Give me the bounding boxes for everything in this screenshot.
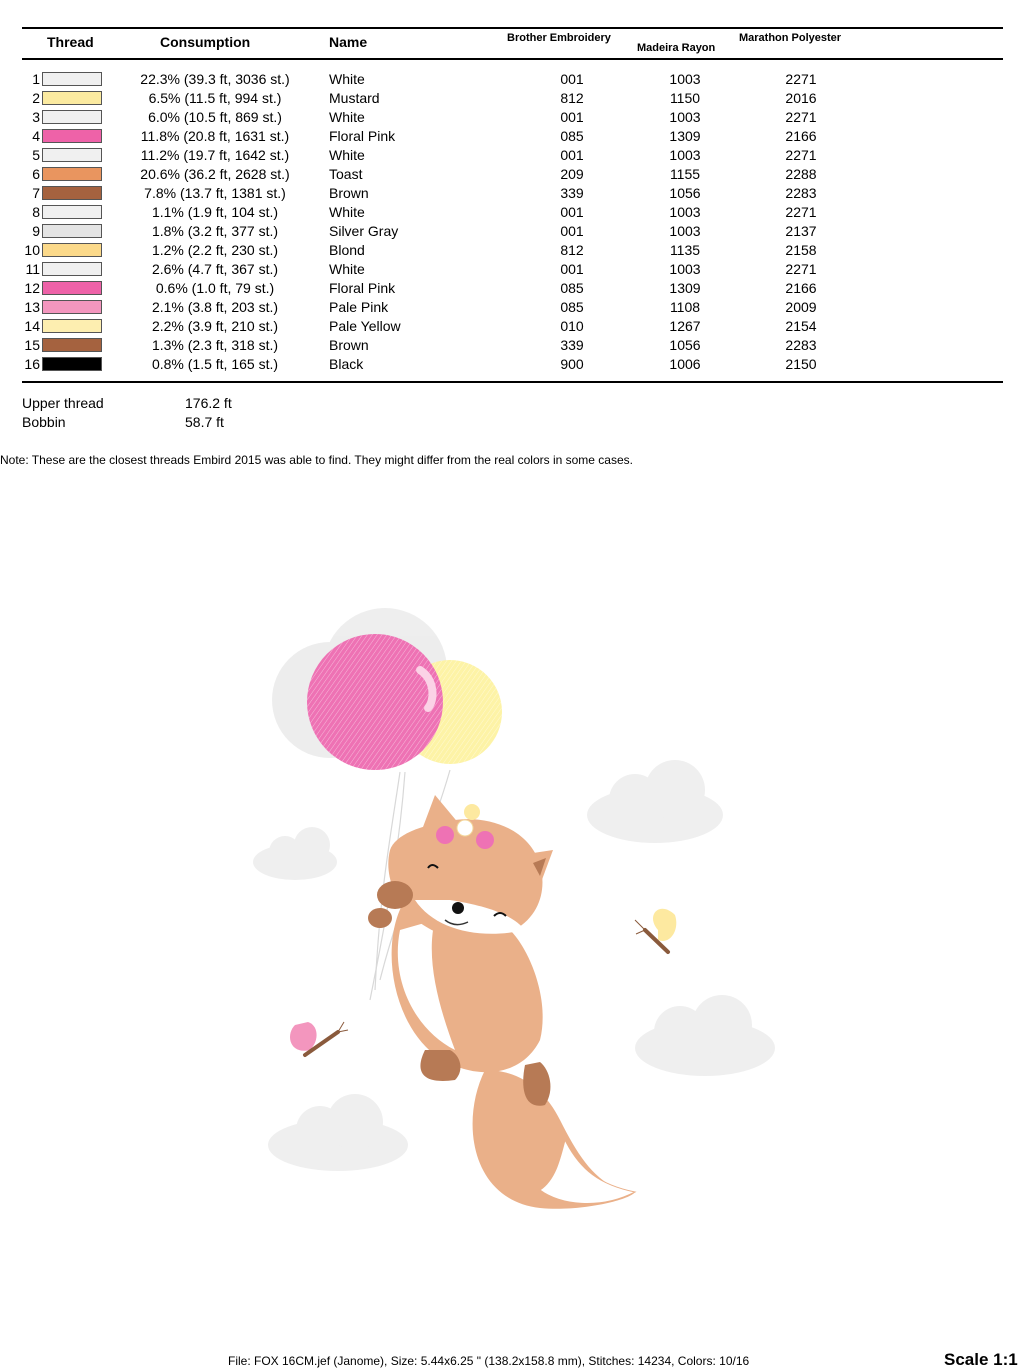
- header-consumption: Consumption: [160, 34, 251, 50]
- thread-name: Toast: [329, 166, 363, 182]
- thread-consumption: 2.6% (4.7 ft, 367 st.): [151, 261, 279, 277]
- thread-marathon-code: 2154: [785, 318, 817, 334]
- thread-name: Silver Gray: [329, 223, 399, 239]
- thread-number: 4: [32, 128, 40, 144]
- thread-brother-code: 001: [560, 71, 584, 87]
- thread-consumption: 6.5% (11.5 ft, 994 st.): [148, 90, 282, 106]
- thread-marathon-code: 2166: [785, 280, 817, 296]
- butterfly-right: [635, 909, 676, 952]
- thread-marathon-code: 2271: [785, 71, 817, 87]
- thread-color-swatch: [42, 319, 102, 333]
- thread-color-swatch: [42, 167, 102, 181]
- thread-brother-code: 339: [560, 185, 584, 201]
- thread-madeira-code: 1056: [669, 185, 701, 201]
- thread-name: Floral Pink: [329, 128, 396, 144]
- header-marathon: Marathon Polyester: [739, 32, 842, 44]
- thread-brother-code: 339: [560, 337, 584, 353]
- thread-marathon-code: 2283: [785, 337, 817, 353]
- bobbin-value: 58.7 ft: [185, 414, 224, 430]
- table-top-rule: [22, 27, 1003, 29]
- fox-tail: [473, 1070, 635, 1209]
- thread-number: 1: [32, 71, 40, 87]
- thread-color-swatch: [42, 281, 102, 295]
- thread-row: [0, 279, 1024, 298]
- thread-row: [0, 165, 1024, 184]
- thread-number: 16: [24, 356, 40, 372]
- thread-row: [0, 260, 1024, 279]
- thread-marathon-code: 2016: [785, 90, 817, 106]
- thread-color-swatch: [42, 148, 102, 162]
- thread-brother-code: 001: [560, 147, 584, 163]
- file-info-footer: File: FOX 16CM.jef (Janome), Size: 5.44x6.25 " (138.2x158.8 mm), Stitches: 14234, Colors: 10/16: [228, 1354, 750, 1368]
- thread-number: 5: [32, 147, 40, 163]
- thread-marathon-code: 2271: [785, 204, 817, 220]
- thread-number: 15: [24, 337, 40, 353]
- thread-row: [0, 184, 1024, 203]
- thread-consumption: 2.2% (3.9 ft, 210 st.): [151, 318, 279, 334]
- thread-marathon-code: 2158: [785, 242, 817, 258]
- thread-consumption: 1.8% (3.2 ft, 377 st.): [151, 223, 279, 239]
- thread-madeira-code: 1003: [669, 147, 701, 163]
- thread-number: 10: [24, 242, 40, 258]
- cloud-right-bottom: [635, 995, 775, 1076]
- thread-color-swatch: [42, 262, 102, 276]
- thread-madeira-code: 1003: [669, 109, 701, 125]
- thread-consumption: 1.3% (2.3 ft, 318 st.): [151, 337, 279, 353]
- thread-number: 9: [32, 223, 40, 239]
- thread-name: Blond: [329, 242, 365, 258]
- thread-madeira-code: 1135: [669, 242, 701, 258]
- thread-name: White: [329, 109, 365, 125]
- thread-number: 14: [24, 318, 40, 334]
- thread-row: [0, 127, 1024, 146]
- thread-row: [0, 203, 1024, 222]
- thread-color-swatch: [42, 224, 102, 238]
- table-bottom-rule: [22, 381, 1003, 383]
- thread-consumption: 7.8% (13.7 ft, 1381 st.): [144, 185, 286, 201]
- thread-color-swatch: [42, 129, 102, 143]
- thread-name: Pale Yellow: [329, 318, 401, 334]
- header-name: Name: [329, 34, 368, 50]
- thread-madeira-code: 1309: [669, 128, 701, 144]
- thread-madeira-code: 1056: [669, 337, 701, 353]
- thread-color-swatch: [42, 243, 102, 257]
- thread-number: 8: [32, 204, 40, 220]
- thread-brother-code: 001: [560, 261, 584, 277]
- thread-consumption: 11.2% (19.7 ft, 1642 st.): [140, 147, 290, 163]
- thread-row: [0, 89, 1024, 108]
- thread-marathon-code: 2271: [785, 147, 817, 163]
- thread-color-swatch: [42, 338, 102, 352]
- thread-brother-code: 812: [560, 242, 584, 258]
- thread-name: White: [329, 204, 365, 220]
- thread-row: [0, 355, 1024, 374]
- thread-consumption: 1.2% (2.2 ft, 230 st.): [151, 242, 279, 258]
- thread-number: 7: [32, 185, 40, 201]
- thread-madeira-code: 1003: [669, 71, 701, 87]
- thread-consumption: 20.6% (36.2 ft, 2628 st.): [140, 166, 290, 182]
- thread-consumption: 6.0% (10.5 ft, 869 st.): [148, 109, 282, 125]
- thread-consumption: 0.6% (1.0 ft, 79 st.): [155, 280, 275, 296]
- thread-color-swatch: [42, 205, 102, 219]
- thread-number: 3: [32, 109, 40, 125]
- thread-consumption: 0.8% (1.5 ft, 165 st.): [151, 356, 279, 372]
- thread-color-swatch: [42, 91, 102, 105]
- thread-row: [0, 146, 1024, 165]
- thread-madeira-code: 1108: [669, 299, 701, 315]
- thread-marathon-code: 2288: [785, 166, 817, 182]
- thread-marathon-code: 2150: [785, 356, 817, 372]
- thread-name: White: [329, 71, 365, 87]
- thread-name: Black: [329, 356, 364, 372]
- thread-color-swatch: [42, 357, 102, 371]
- header-thread: Thread: [47, 34, 94, 50]
- cloud-bottom-left: [268, 1094, 408, 1171]
- header-madeira: Madeira Rayon: [637, 42, 716, 54]
- thread-madeira-code: 1003: [669, 204, 701, 220]
- thread-brother-code: 209: [560, 166, 584, 182]
- upper-thread-value: 176.2 ft: [185, 395, 232, 411]
- thread-madeira-code: 1003: [669, 223, 701, 239]
- thread-row: [0, 298, 1024, 317]
- thread-brother-code: 001: [560, 109, 584, 125]
- balloon-pink: [307, 634, 443, 770]
- thread-madeira-code: 1150: [669, 90, 701, 106]
- thread-brother-code: 085: [560, 128, 584, 144]
- thread-madeira-code: 1003: [669, 261, 701, 277]
- thread-consumption: 1.1% (1.9 ft, 104 st.): [151, 204, 279, 220]
- thread-row: [0, 222, 1024, 241]
- thread-madeira-code: 1006: [669, 356, 701, 372]
- thread-name: White: [329, 147, 365, 163]
- bobbin-label: Bobbin: [22, 414, 66, 430]
- thread-row: [0, 70, 1024, 89]
- color-note: Note: These are the closest threads Embird 2015 was able to find. They might differ from the real colors in some cases.: [0, 453, 633, 467]
- thread-name: Brown: [329, 185, 369, 201]
- thread-marathon-code: 2271: [785, 109, 817, 125]
- thread-marathon-code: 2166: [785, 128, 817, 144]
- thread-name: White: [329, 261, 365, 277]
- thread-number: 12: [24, 280, 40, 296]
- thread-brother-code: 001: [560, 223, 584, 239]
- thread-consumption: 22.3% (39.3 ft, 3036 st.): [140, 71, 290, 87]
- thread-color-swatch: [42, 110, 102, 124]
- thread-color-swatch: [42, 186, 102, 200]
- header-brother: Brother Embroidery: [507, 32, 611, 44]
- thread-number: 13: [24, 299, 40, 315]
- cloud-left: [253, 827, 337, 880]
- thread-row: [0, 108, 1024, 127]
- scale-label: Scale 1:1: [944, 1350, 1018, 1369]
- thread-madeira-code: 1309: [669, 280, 701, 296]
- thread-row: [0, 241, 1024, 260]
- cloud-right-top: [587, 760, 723, 843]
- thread-brother-code: 085: [560, 280, 584, 296]
- thread-name: Mustard: [329, 90, 380, 106]
- thread-marathon-code: 2009: [785, 299, 817, 315]
- thread-number: 11: [25, 261, 40, 277]
- thread-madeira-code: 1267: [669, 318, 701, 334]
- thread-brother-code: 001: [560, 204, 584, 220]
- thread-number: 2: [32, 90, 40, 106]
- table-header-rule: [22, 58, 1003, 60]
- thread-row: [0, 336, 1024, 355]
- thread-name: Pale Pink: [329, 299, 389, 315]
- thread-color-swatch: [42, 300, 102, 314]
- embroidery-design-preview: [240, 600, 800, 1240]
- thread-marathon-code: 2271: [785, 261, 817, 277]
- thread-color-swatch: [42, 72, 102, 86]
- thread-marathon-code: 2283: [785, 185, 817, 201]
- thread-marathon-code: 2137: [785, 223, 817, 239]
- thread-madeira-code: 1155: [669, 166, 701, 182]
- thread-brother-code: 010: [560, 318, 584, 334]
- thread-brother-code: 085: [560, 299, 584, 315]
- thread-number: 6: [32, 166, 40, 182]
- butterfly-left: [290, 1022, 348, 1055]
- thread-brother-code: 812: [560, 90, 584, 106]
- thread-name: Floral Pink: [329, 280, 396, 296]
- upper-thread-label: Upper thread: [22, 395, 104, 411]
- thread-consumption: 11.8% (20.8 ft, 1631 st.): [140, 128, 290, 144]
- thread-consumption: 2.1% (3.8 ft, 203 st.): [151, 299, 279, 315]
- thread-name: Brown: [329, 337, 369, 353]
- thread-brother-code: 900: [560, 356, 584, 372]
- thread-row: [0, 317, 1024, 336]
